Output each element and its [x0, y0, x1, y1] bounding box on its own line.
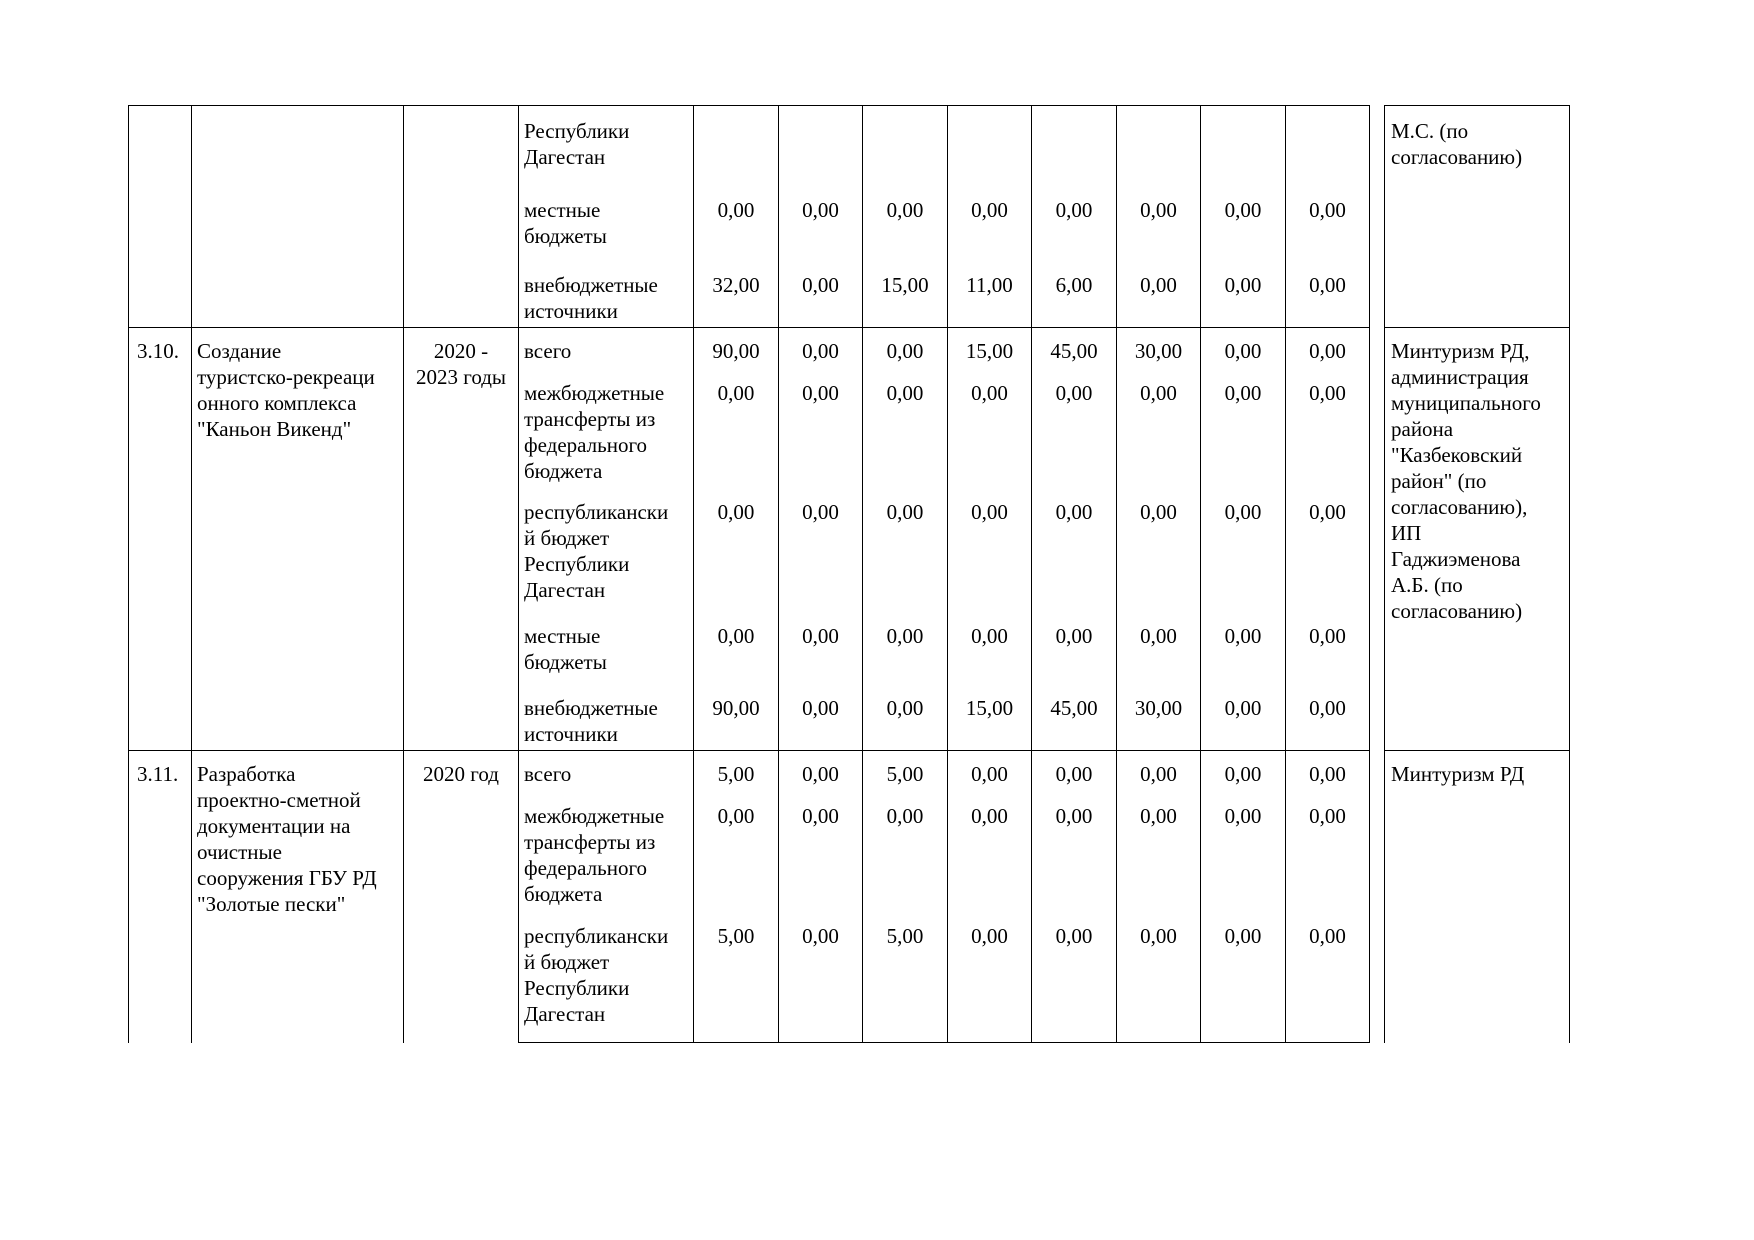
value-cell: 0,00 [1201, 689, 1286, 751]
value-cell: 0,00 [1201, 266, 1286, 328]
text-line: Дагестан [524, 145, 606, 169]
text-line: Гаджиэменова [1391, 547, 1521, 571]
value-cell: 0,00 [948, 493, 1032, 617]
value-cell: 0,00 [863, 797, 948, 917]
value-cell: 0,00 [1201, 493, 1286, 617]
value-cell: 0,00 [1032, 797, 1117, 917]
value-cell: 0,00 [694, 617, 779, 689]
executor [1385, 106, 1570, 328]
table-row [129, 328, 1570, 374]
table-row [129, 106, 1570, 191]
value-cell: 0,00 [1032, 191, 1117, 266]
event-name [192, 106, 404, 328]
value-cell: 5,00 [863, 917, 948, 1043]
funding-source [519, 374, 694, 493]
value-cell: 0,00 [694, 493, 779, 617]
text-line: Разработка [197, 762, 296, 786]
value-cell: 0,00 [1286, 917, 1370, 1043]
value-cell: 0,00 [1201, 328, 1286, 374]
text-line: й бюджет [524, 949, 610, 974]
funding-source [519, 106, 694, 191]
value-cell: 0,00 [779, 328, 863, 374]
text-line: межбюджетные [524, 803, 665, 828]
column-gap [1370, 328, 1385, 751]
text-line: "Золотые пески" [197, 892, 346, 916]
value-cell: 0,00 [1286, 374, 1370, 493]
value-cell: 0,00 [779, 917, 863, 1043]
funding-source [519, 328, 694, 374]
funding-source [519, 751, 694, 797]
text-line: внебюджетные [524, 272, 658, 297]
value-cell: 32,00 [694, 266, 779, 328]
value-cell: 0,00 [1117, 266, 1201, 328]
value-cell: 6,00 [1032, 266, 1117, 328]
value-cell [1286, 106, 1370, 191]
text-line: федерального [524, 855, 648, 880]
text-line: туристско-рекреаци [197, 365, 375, 389]
row-index [129, 106, 192, 328]
text-line: район" (по [1391, 469, 1487, 493]
text-line: Республики [524, 975, 630, 1000]
value-cell: 0,00 [779, 617, 863, 689]
text-line: А.Б. (по [1391, 573, 1463, 597]
column-gap [1370, 751, 1385, 1043]
value-cell: 0,00 [1286, 328, 1370, 374]
value-cell: 0,00 [948, 917, 1032, 1043]
row-index: 3.10. [129, 328, 192, 751]
text-line: администрация [1391, 365, 1529, 389]
event-period [404, 328, 519, 751]
value-cell: 30,00 [1117, 328, 1201, 374]
text-line: местные [524, 623, 601, 648]
value-cell: 15,00 [948, 689, 1032, 751]
text-line: Республики [524, 119, 630, 143]
text-line: 2020 - [433, 339, 489, 363]
value-cell: 0,00 [1201, 617, 1286, 689]
text-line: межбюджетные [524, 380, 665, 405]
funding-source [519, 493, 694, 617]
value-cell: 0,00 [779, 797, 863, 917]
event-name [192, 328, 404, 751]
value-cell [1201, 106, 1286, 191]
value-cell: 0,00 [1117, 751, 1201, 797]
value-cell: 0,00 [1286, 797, 1370, 917]
value-cell: 0,00 [779, 266, 863, 328]
value-cell: 0,00 [863, 328, 948, 374]
value-cell: 0,00 [694, 797, 779, 917]
value-cell: 0,00 [1032, 374, 1117, 493]
value-cell: 0,00 [1032, 917, 1117, 1043]
value-cell: 0,00 [1032, 617, 1117, 689]
text-line: М.С. (по [1391, 119, 1469, 143]
text-line: внебюджетные [524, 695, 658, 720]
value-cell: 11,00 [948, 266, 1032, 328]
value-cell: 30,00 [1117, 689, 1201, 751]
value-cell: 0,00 [1117, 917, 1201, 1043]
text-line: бюджета [524, 881, 603, 906]
event-period [404, 106, 519, 328]
value-cell: 0,00 [1201, 191, 1286, 266]
event-name [192, 751, 404, 1043]
text-line: республикански [524, 499, 669, 524]
value-cell: 0,00 [863, 493, 948, 617]
value-cell: 15,00 [863, 266, 948, 328]
text-line: федерального [524, 432, 648, 457]
value-cell: 45,00 [1032, 689, 1117, 751]
text-line: 2020 год [423, 762, 499, 786]
value-cell: 0,00 [863, 374, 948, 493]
text-line: согласованию) [1391, 145, 1523, 169]
value-cell [779, 106, 863, 191]
text-line: всего [524, 339, 572, 363]
text-line: Дагестан [524, 1001, 606, 1026]
value-cell: 0,00 [779, 751, 863, 797]
value-cell: 0,00 [1032, 493, 1117, 617]
column-gap [1370, 106, 1385, 328]
value-cell: 0,00 [948, 617, 1032, 689]
text-line: источники [524, 298, 618, 323]
text-line: "Казбековский [1391, 443, 1523, 467]
funding-source [519, 917, 694, 1043]
text-line: "Каньон Викенд" [197, 417, 352, 441]
value-cell: 0,00 [1286, 751, 1370, 797]
text-line: согласованию), [1391, 495, 1528, 519]
text-line: республикански [524, 923, 669, 948]
text-line: района [1391, 417, 1454, 441]
value-cell: 0,00 [863, 689, 948, 751]
value-cell: 0,00 [779, 374, 863, 493]
value-cell: 0,00 [1117, 374, 1201, 493]
text-line: местные [524, 197, 601, 222]
value-cell: 0,00 [1201, 374, 1286, 493]
value-cell [1032, 106, 1117, 191]
value-cell: 90,00 [694, 689, 779, 751]
value-cell: 0,00 [863, 617, 948, 689]
executor [1385, 751, 1570, 1043]
value-cell [863, 106, 948, 191]
value-cell: 5,00 [694, 917, 779, 1043]
text-line: источники [524, 721, 618, 746]
value-cell: 0,00 [694, 191, 779, 266]
text-line: бюджеты [524, 223, 607, 248]
value-cell: 0,00 [779, 191, 863, 266]
text-line: ИП [1391, 521, 1422, 545]
value-cell: 0,00 [1117, 617, 1201, 689]
value-cell: 0,00 [1286, 689, 1370, 751]
value-cell: 0,00 [1286, 266, 1370, 328]
value-cell: 0,00 [948, 751, 1032, 797]
value-cell [694, 106, 779, 191]
funding-source [519, 617, 694, 689]
value-cell: 0,00 [948, 191, 1032, 266]
value-cell: 0,00 [1117, 797, 1201, 917]
value-cell: 5,00 [694, 751, 779, 797]
value-cell: 0,00 [948, 797, 1032, 917]
event-period [404, 751, 519, 1043]
text-line: Создание [197, 339, 282, 363]
value-cell: 0,00 [1201, 751, 1286, 797]
value-cell: 0,00 [1286, 191, 1370, 266]
value-cell: 0,00 [1286, 617, 1370, 689]
value-cell: 0,00 [694, 374, 779, 493]
value-cell: 0,00 [1201, 797, 1286, 917]
text-line: й бюджет [524, 525, 610, 550]
text-line: бюджета [524, 458, 603, 483]
value-cell: 90,00 [694, 328, 779, 374]
text-line: Минтуризм РД, [1391, 339, 1530, 363]
funding-source [519, 797, 694, 917]
text-line: трансферты из [524, 829, 656, 854]
text-line: 2023 годы [415, 365, 507, 389]
text-line: Республики [524, 551, 630, 576]
value-cell: 0,00 [1117, 493, 1201, 617]
value-cell: 45,00 [1032, 328, 1117, 374]
funding-source [519, 689, 694, 751]
text-line: очистные [197, 840, 282, 864]
value-cell [948, 106, 1032, 191]
text-line: всего [524, 762, 572, 786]
funding-source [519, 191, 694, 266]
text-line: Минтуризм РД [1391, 762, 1525, 786]
budget-table [128, 105, 1570, 1043]
executor [1385, 328, 1570, 751]
value-cell: 0,00 [1032, 751, 1117, 797]
text-line: проектно-сметной [197, 788, 361, 812]
value-cell: 15,00 [948, 328, 1032, 374]
text-line: бюджеты [524, 649, 607, 674]
table-row [129, 751, 1570, 797]
funding-source [519, 266, 694, 328]
text-line: документации на [197, 814, 351, 838]
value-cell: 5,00 [863, 751, 948, 797]
row-index: 3.11. [129, 751, 192, 1043]
text-line: Дагестан [524, 577, 606, 602]
value-cell: 0,00 [863, 191, 948, 266]
value-cell [1117, 106, 1201, 191]
text-line: муниципального [1391, 391, 1541, 415]
value-cell: 0,00 [779, 493, 863, 617]
value-cell: 0,00 [948, 374, 1032, 493]
text-line: трансферты из [524, 406, 656, 431]
value-cell: 0,00 [1117, 191, 1201, 266]
value-cell: 0,00 [779, 689, 863, 751]
value-cell: 0,00 [1286, 493, 1370, 617]
value-cell: 0,00 [1201, 917, 1286, 1043]
text-line: согласованию) [1391, 599, 1523, 623]
text-line: сооружения ГБУ РД [197, 866, 377, 890]
text-line: онного комплекса [197, 391, 357, 415]
